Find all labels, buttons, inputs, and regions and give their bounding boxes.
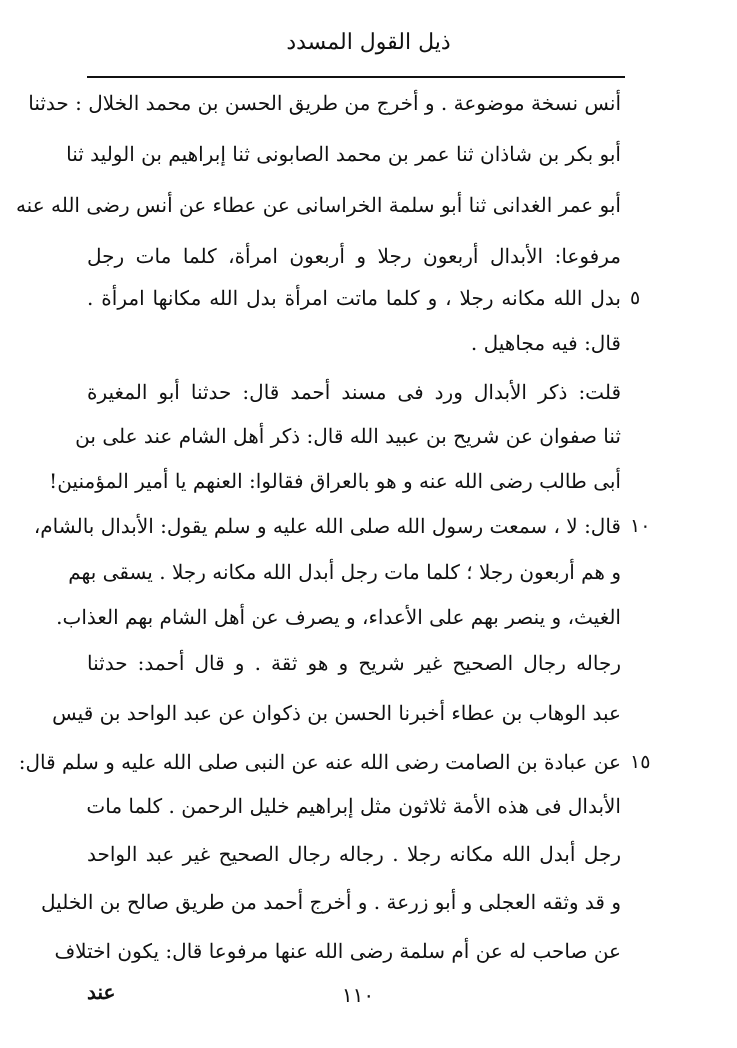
text-line-6: قال: فيه مجاهيل .: [470, 331, 621, 355]
text-line-19: عن صاحب له عن أم سلمة رضى الله عنها مرفوعا قال: يكون اختلاف: [54, 939, 621, 963]
text-line-18: و قد وثقه العجلى و أبو زرعة . و أخرج أحمد من طريق صالح بن الخليل: [41, 890, 621, 914]
text-line-1: أنس نسخة موضوعة . و أخرج من طريق الحسن بن محمد الخلال : حدثنا: [28, 91, 621, 115]
text-line-17: رجل أبدل الله مكانه رجلا . رجاله رجال الصحيح غير عبد الواحد: [87, 842, 621, 866]
line-number-5: ٥: [630, 287, 641, 309]
header-rule: [87, 76, 625, 78]
text-line-4: مرفوعا: الأبدال أربعون رجلا و أربعون امرأة، كلما مات رجل: [87, 244, 621, 268]
page-header-title: ذيل القول المسدد: [286, 30, 451, 55]
text-line-11: و هم أربعون رجلا ؛ كلما مات رجل أبدل الله مكانه رجلا . يسقى بهم: [68, 560, 621, 584]
text-line-16: الأبدال فى هذه الأمة ثلاثون مثل إبراهيم خليل الرحمن . كلما مات: [86, 794, 621, 818]
text-line-10: قال: لا ، سمعت رسول الله صلى الله عليه و سلم يقول: الأبدال بالشام،: [33, 514, 621, 538]
line-number-15: ١٥: [630, 751, 651, 773]
text-line-12: الغيث، و ينصر بهم على الأعداء، و يصرف عن أهل الشام بهم العذاب.: [56, 605, 621, 629]
text-line-5: بدل الله مكانه رجلا ، و كلما ماتت امرأة بدل الله مكانها امرأة .: [87, 286, 621, 310]
catchword: عند: [87, 980, 116, 1004]
text-line-2: أبو بكر بن شاذان ثنا عمر بن محمد الصابونى ثنا إبراهيم بن الوليد ثنا: [66, 142, 621, 166]
text-line-8: ثنا صفوان عن شريح بن عبيد الله قال: ذكر أهل الشام عند على بن: [75, 424, 621, 448]
text-line-14: عبد الوهاب بن عطاء أخبرنا الحسن بن ذكوان عن عبد الواحد بن قيس: [52, 701, 621, 725]
text-line-7: قلت: ذكر الأبدال ورد فى مسند أحمد قال: حدثنا أبو المغيرة: [87, 380, 621, 404]
page-number: ١١٠: [341, 983, 375, 1007]
text-line-13: رجاله رجال الصحيح غير شريح و هو ثقة . و قال أحمد: حدثنا: [87, 651, 621, 675]
text-line-15: عن عبادة بن الصامت رضى الله عنه عن النبى صلى الله عليه و سلم قال:: [18, 750, 621, 774]
text-line-9: أبى طالب رضى الله عنه و هو بالعراق فقالوا: العنهم يا أمير المؤمنين!: [49, 469, 621, 493]
text-line-3: أبو عمر الغدانى ثنا أبو سلمة الخراسانى عن عطاء عن أنس رضى الله عنه: [15, 193, 621, 217]
line-number-10: ١٠: [630, 515, 651, 537]
